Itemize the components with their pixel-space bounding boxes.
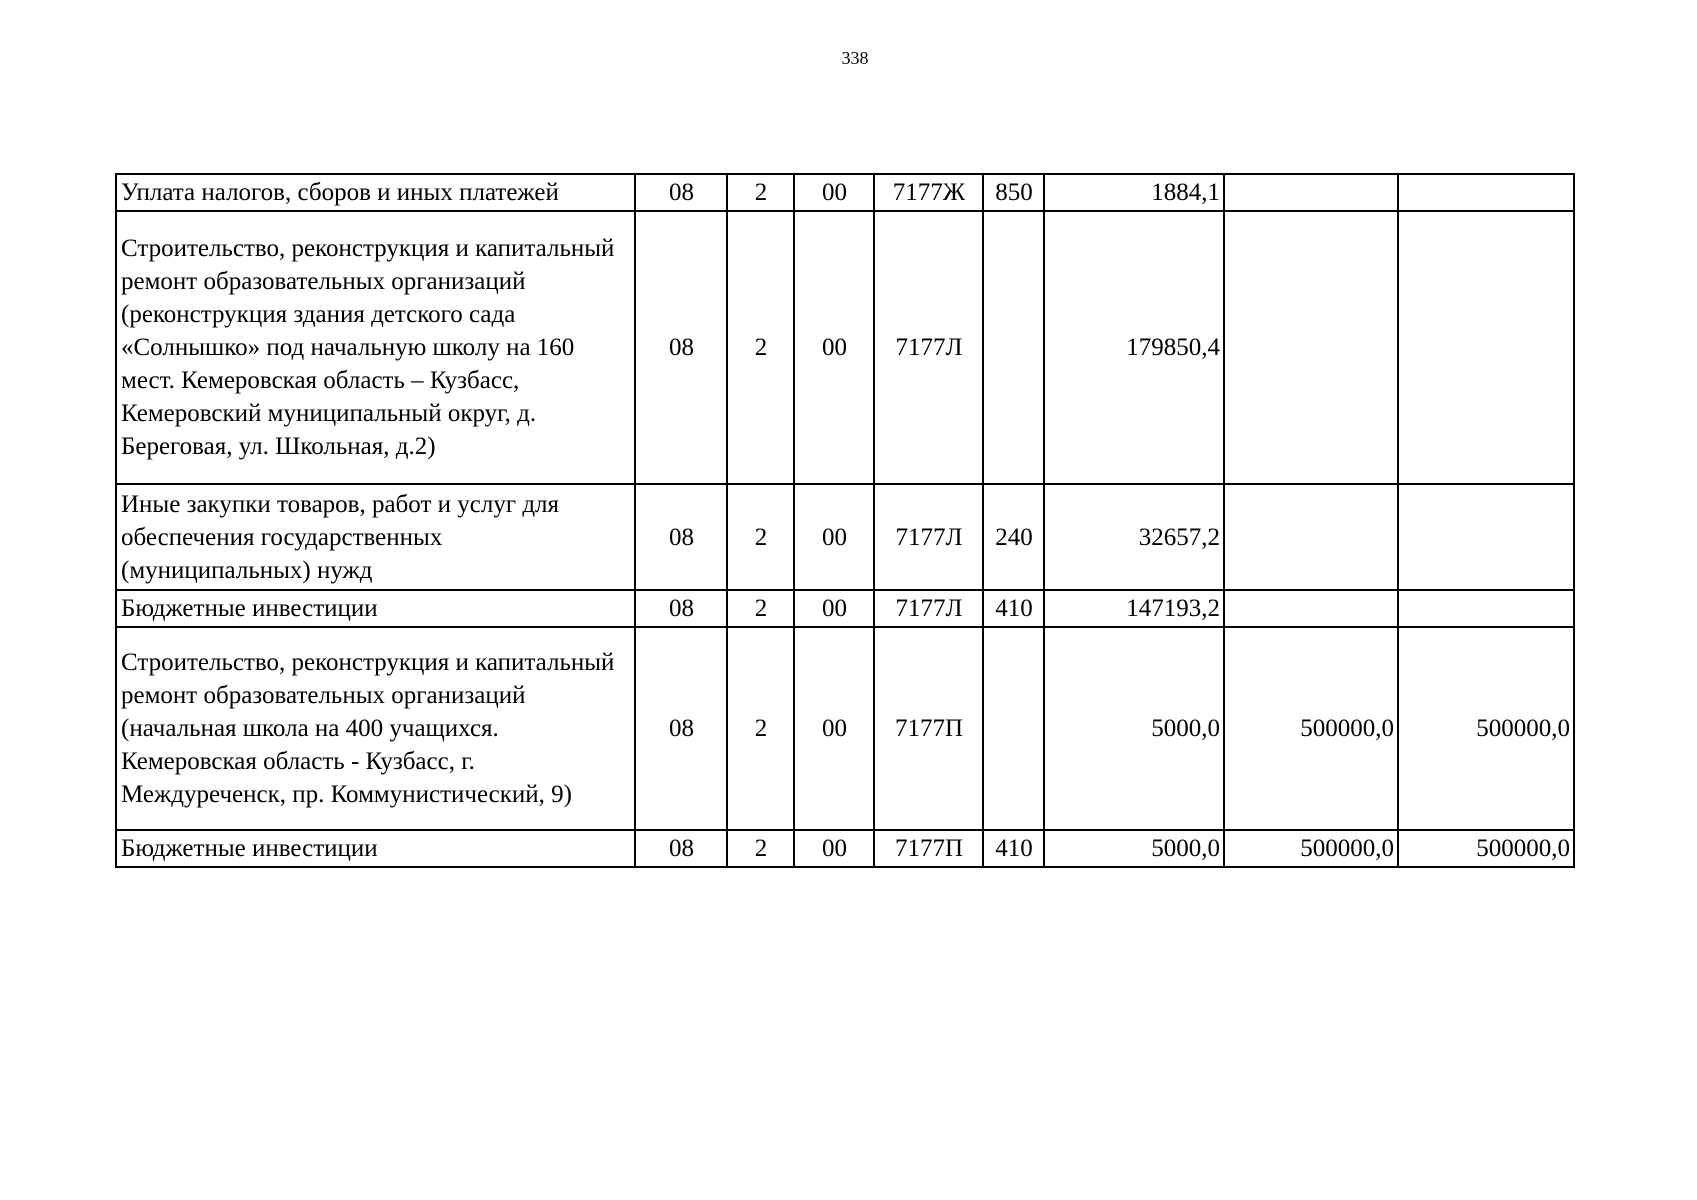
amount-2 xyxy=(1224,484,1398,590)
amount-1: 5000,0 xyxy=(1044,830,1224,867)
row-name: Бюджетные инвестиции xyxy=(116,590,635,627)
amount-2 xyxy=(1224,211,1398,484)
section-code: 08 xyxy=(635,484,727,590)
page-number: 338 xyxy=(841,48,869,68)
program-code: 2 xyxy=(727,627,794,830)
amount-3: 500000,0 xyxy=(1398,830,1574,867)
expense-type-code xyxy=(983,211,1044,484)
subprogram-code: 00 xyxy=(794,211,874,484)
expense-type-code xyxy=(983,627,1044,830)
expense-type-code: 410 xyxy=(983,590,1044,627)
amount-1: 179850,4 xyxy=(1044,211,1224,484)
table-row xyxy=(116,830,1574,867)
row-name: Бюджетные инвестиции xyxy=(116,830,635,867)
subprogram-code: 00 xyxy=(794,590,874,627)
row-name: Строительство, реконструкция и капитальный ремонт образовательных организаций (реконструкция здания детского сада «Солнышко» под начальную школу на 160 мест. Кемеровская область – Кузбасс, Кемеровский муниципальный округ, д. Береговая, ул. Школьная, д.2) xyxy=(116,211,635,484)
amount-3: 500000,0 xyxy=(1398,627,1574,830)
amount-3 xyxy=(1398,484,1574,590)
direction-code: 7177Ж xyxy=(874,174,983,211)
amount-2: 500000,0 xyxy=(1224,627,1398,830)
table-row xyxy=(116,211,1574,484)
subprogram-code: 00 xyxy=(794,174,874,211)
program-code: 2 xyxy=(727,590,794,627)
section-code: 08 xyxy=(635,590,727,627)
expense-type-code: 240 xyxy=(983,484,1044,590)
direction-code: 7177Л xyxy=(874,211,983,484)
direction-code: 7177Л xyxy=(874,590,983,627)
program-code: 2 xyxy=(727,484,794,590)
direction-code: 7177Л xyxy=(874,484,983,590)
row-name: Строительство, реконструкция и капитальный ремонт образовательных организаций (начальная школа на 400 учащихся. Кемеровская область - Кузбасс, г. Междуреченск, пр. Коммунистический, 9) xyxy=(116,627,635,830)
amount-3 xyxy=(1398,211,1574,484)
program-code: 2 xyxy=(727,211,794,484)
amount-1: 1884,1 xyxy=(1044,174,1224,211)
row-name: Уплата налогов, сборов и иных платежей xyxy=(116,174,635,211)
table-row xyxy=(116,484,1574,590)
section-code: 08 xyxy=(635,174,727,211)
program-code: 2 xyxy=(727,174,794,211)
section-code: 08 xyxy=(635,211,727,484)
amount-3 xyxy=(1398,590,1574,627)
subprogram-code: 00 xyxy=(794,627,874,830)
direction-code: 7177П xyxy=(874,627,983,830)
amount-1: 147193,2 xyxy=(1044,590,1224,627)
amount-2 xyxy=(1224,590,1398,627)
amount-2 xyxy=(1224,174,1398,211)
subprogram-code: 00 xyxy=(794,830,874,867)
budget-table xyxy=(115,173,1575,868)
section-code: 08 xyxy=(635,627,727,830)
table-row xyxy=(116,174,1574,211)
direction-code: 7177П xyxy=(874,830,983,867)
table-row xyxy=(116,590,1574,627)
row-name: Иные закупки товаров, работ и услуг для обеспечения государственных (муниципальных) нужд xyxy=(116,484,635,590)
amount-1: 32657,2 xyxy=(1044,484,1224,590)
program-code: 2 xyxy=(727,830,794,867)
table-row xyxy=(116,627,1574,830)
amount-3 xyxy=(1398,174,1574,211)
amount-1: 5000,0 xyxy=(1044,627,1224,830)
expense-type-code: 850 xyxy=(983,174,1044,211)
expense-type-code: 410 xyxy=(983,830,1044,867)
section-code: 08 xyxy=(635,830,727,867)
subprogram-code: 00 xyxy=(794,484,874,590)
amount-2: 500000,0 xyxy=(1224,830,1398,867)
